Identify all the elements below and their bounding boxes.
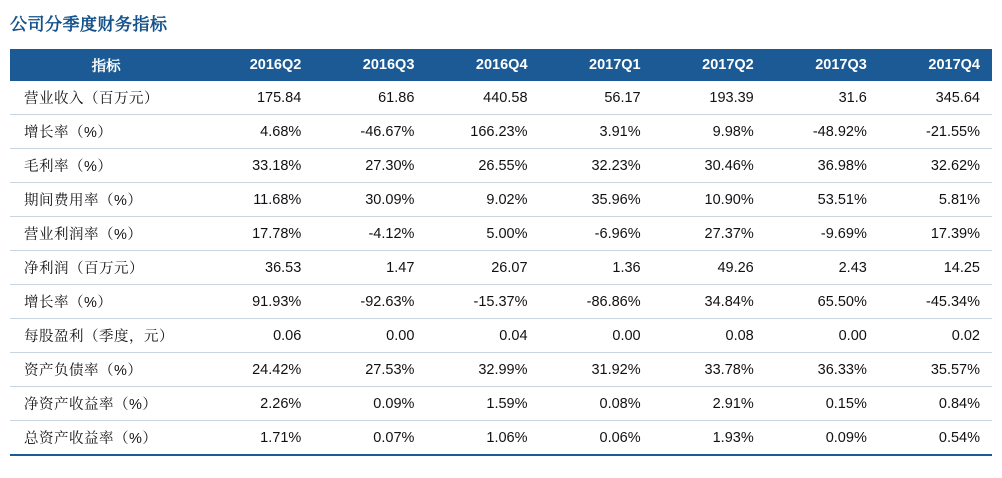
table-cell: 1.06%	[426, 421, 539, 456]
table-cell: 26.07	[426, 251, 539, 285]
table-cell: 36.98%	[766, 149, 879, 183]
table-cell: 9.02%	[426, 183, 539, 217]
table-row	[10, 421, 992, 456]
column-header-quarter: 2017Q3	[766, 49, 879, 81]
table-cell: -86.86%	[540, 285, 653, 319]
table-cell: 1.47	[313, 251, 426, 285]
table-cell: 36.33%	[766, 353, 879, 387]
table-cell: -92.63%	[313, 285, 426, 319]
table-cell: 35.96%	[540, 183, 653, 217]
table-cell: 0.07%	[313, 421, 426, 456]
table-cell: 0.54%	[879, 421, 992, 456]
table-cell: 11.68%	[200, 183, 313, 217]
table-cell: -48.92%	[766, 115, 879, 149]
table-cell: 56.17	[540, 81, 653, 115]
table-cell: -21.55%	[879, 115, 992, 149]
table-cell: 91.93%	[200, 285, 313, 319]
table-cell: 53.51%	[766, 183, 879, 217]
table-cell: 27.53%	[313, 353, 426, 387]
table-row	[10, 353, 992, 387]
table-cell: 34.84%	[653, 285, 766, 319]
table-row	[10, 319, 992, 353]
table-cell: 1.93%	[653, 421, 766, 456]
column-header-quarter: 2016Q3	[313, 49, 426, 81]
table-cell: 0.15%	[766, 387, 879, 421]
column-header-quarter: 2017Q4	[879, 49, 992, 81]
row-label: 增长率（%）	[10, 115, 200, 149]
table-cell: 1.36	[540, 251, 653, 285]
table-cell: 3.91%	[540, 115, 653, 149]
column-header-metric: 指标	[10, 49, 200, 81]
table-cell: 27.37%	[653, 217, 766, 251]
row-label: 资产负债率（%）	[10, 353, 200, 387]
table-body	[10, 81, 992, 455]
table-cell: 0.02	[879, 319, 992, 353]
table-cell: 65.50%	[766, 285, 879, 319]
table-cell: 0.04	[426, 319, 539, 353]
table-cell: 33.78%	[653, 353, 766, 387]
page-title: 公司分季度财务指标	[10, 15, 168, 34]
column-header-quarter: 2016Q2	[200, 49, 313, 81]
table-header	[10, 49, 992, 81]
row-label: 营业收入（百万元）	[10, 81, 200, 115]
table-cell: 9.98%	[653, 115, 766, 149]
table-cell: 49.26	[653, 251, 766, 285]
row-label: 总资产收益率（%）	[10, 421, 200, 456]
table-cell: 33.18%	[200, 149, 313, 183]
table-cell: 30.09%	[313, 183, 426, 217]
table-cell: 24.42%	[200, 353, 313, 387]
table-cell: 345.64	[879, 81, 992, 115]
column-header-quarter: 2017Q2	[653, 49, 766, 81]
row-label: 营业利润率（%）	[10, 217, 200, 251]
table-cell: 193.39	[653, 81, 766, 115]
table-cell: -46.67%	[313, 115, 426, 149]
table-row	[10, 217, 992, 251]
table-cell: 26.55%	[426, 149, 539, 183]
table-cell: 0.00	[313, 319, 426, 353]
table-cell: -6.96%	[540, 217, 653, 251]
table-cell: -45.34%	[879, 285, 992, 319]
table-cell: 0.09%	[313, 387, 426, 421]
table-cell: 35.57%	[879, 353, 992, 387]
table-cell: 30.46%	[653, 149, 766, 183]
table-cell: 2.26%	[200, 387, 313, 421]
table-row	[10, 251, 992, 285]
table-cell: 0.08%	[540, 387, 653, 421]
table-cell: 0.84%	[879, 387, 992, 421]
table-cell: 31.92%	[540, 353, 653, 387]
table-cell: 4.68%	[200, 115, 313, 149]
table-cell: 36.53	[200, 251, 313, 285]
table-cell: 5.00%	[426, 217, 539, 251]
row-label: 增长率（%）	[10, 285, 200, 319]
row-label: 净利润（百万元）	[10, 251, 200, 285]
quarterly-financial-table	[10, 49, 992, 456]
table-cell: 27.30%	[313, 149, 426, 183]
table-cell: 0.06%	[540, 421, 653, 456]
table-cell: 0.06	[200, 319, 313, 353]
financial-table-container	[0, 35, 1002, 456]
table-cell: 17.39%	[879, 217, 992, 251]
table-cell: 1.59%	[426, 387, 539, 421]
table-cell: 14.25	[879, 251, 992, 285]
table-cell: 0.09%	[766, 421, 879, 456]
table-cell: 0.00	[540, 319, 653, 353]
table-row	[10, 115, 992, 149]
table-cell: 32.62%	[879, 149, 992, 183]
table-cell: 10.90%	[653, 183, 766, 217]
table-cell: 166.23%	[426, 115, 539, 149]
table-cell: 17.78%	[200, 217, 313, 251]
table-cell: 440.58	[426, 81, 539, 115]
row-label: 毛利率（%）	[10, 149, 200, 183]
table-cell: 1.71%	[200, 421, 313, 456]
table-cell: 175.84	[200, 81, 313, 115]
column-header-quarter: 2016Q4	[426, 49, 539, 81]
table-cell: 0.00	[766, 319, 879, 353]
table-cell: 61.86	[313, 81, 426, 115]
table-row	[10, 81, 992, 115]
table-cell: 2.43	[766, 251, 879, 285]
table-cell: 31.6	[766, 81, 879, 115]
row-label: 每股盈利（季度，元）	[10, 319, 200, 353]
column-header-quarter: 2017Q1	[540, 49, 653, 81]
table-cell: 32.99%	[426, 353, 539, 387]
table-cell: -4.12%	[313, 217, 426, 251]
table-cell: 5.81%	[879, 183, 992, 217]
table-cell: 2.91%	[653, 387, 766, 421]
table-cell: 0.08	[653, 319, 766, 353]
table-row	[10, 183, 992, 217]
table-row	[10, 285, 992, 319]
table-header-row	[10, 49, 992, 81]
table-cell: -15.37%	[426, 285, 539, 319]
table-cell: -9.69%	[766, 217, 879, 251]
row-label: 期间费用率（%）	[10, 183, 200, 217]
table-row	[10, 149, 992, 183]
table-cell: 32.23%	[540, 149, 653, 183]
row-label: 净资产收益率（%）	[10, 387, 200, 421]
table-row	[10, 387, 992, 421]
